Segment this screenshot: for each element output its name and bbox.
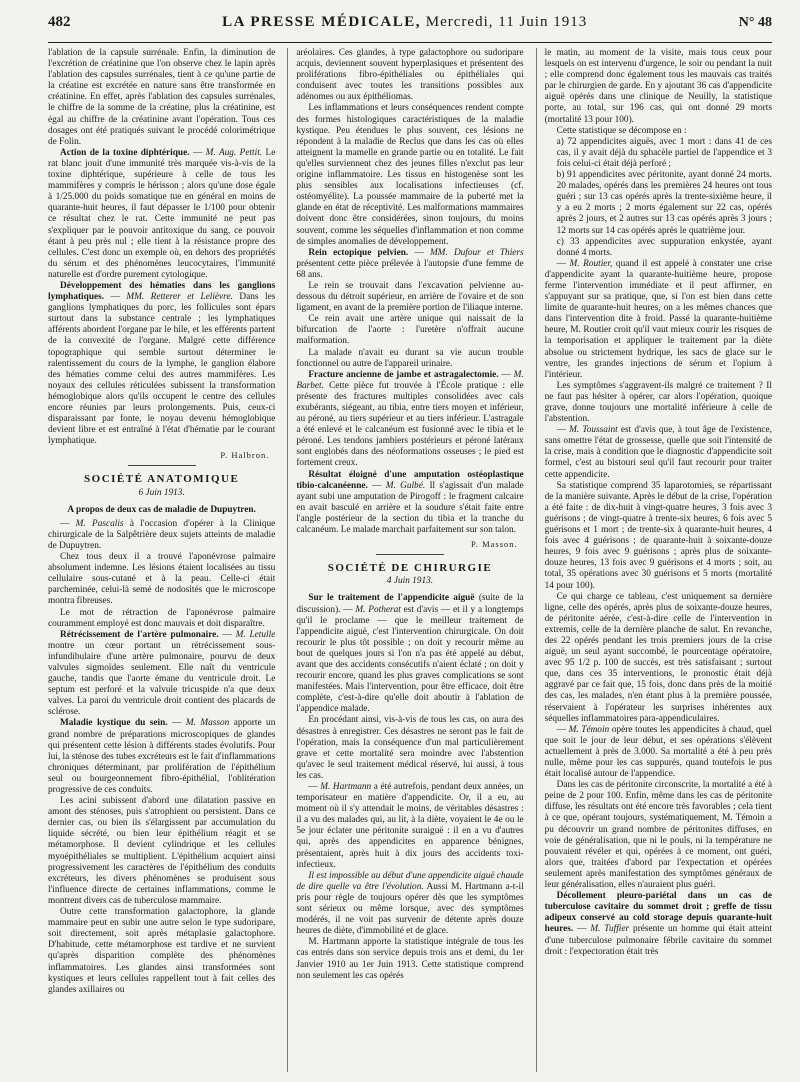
communication-text: a été autrefois, pendant deux années, un temporisateur en matière d'appendicite. Or, il a eu, au moment où il s'y attendait le moins, de véritables désastres : il a vu des malades qui, au lit, à la diète, voyaient le 4e ou le 5e jour éclater une péritonite suraiguë : il en a vu d'autres qui, après des appendicites en apparence bénignes, présentaient, après huit à dix jours des accidents toxi-infectieux. — [296, 782, 524, 870]
signature: P. Halbron. — [220, 450, 270, 461]
communication-text: est d'avis que, à tout âge de l'existence, sans omettre l'état de grossesse, quelle que soit l'intensité de la crise, mais à condition que le diagnostic d'appendicite soit formel, c'est au bistouri seul qu'il faut recourir pour traiter cette appendicite. — [544, 425, 772, 480]
section-date: 4 Juin 1913. — [386, 576, 434, 587]
communication: — M. Hartmann a été autrefois, pendant deux années, un temporisateur en matière d'appendicite. Or, il a eu, au moment où il s'y attendait le moins, de véritables désastres : il a vu des malades qui, au lit, à la diète, voyaient le 4e ou le 5e jour éclater une péritonite suraiguë : il en a vu d'autres qui, après des appendicites en apparence bénignes, présentaient, après huit à dix jours des accidents toxi-infectieux. — [296, 782, 524, 870]
communication-title: Résultat éloigné d'une amputation ostéoplastique tibio-calcanéenne. — [296, 469, 524, 491]
communication-text: Aussi M. Hartmann a-t-il pris pour règle de toujours opérer dès que les symptômes sont sérieux ou même lorsque, avec des symptômes modérés, il ne voit pas survenir de détente après douze heures de diète, d'immobilité et de glace. — [296, 881, 524, 937]
communication-title: Rétrécissement de l'artère pulmonaire. — [60, 629, 219, 640]
page-number: 482 — [48, 14, 71, 30]
paragraph: Outre cette transformation galactophore, la glande mammaire peut en subir une autre selon le type sudoripare, soit directement, soit après métaplasie galactophore. D'habitude, cette métamorphose est tardive et ne survient qu'après disparition complète des phénomènes inflammatoires. Les glandes ainsi transformées sont kystiques et leurs cellules rappellent tout à fait celles des glandes axillaires ou — [48, 907, 276, 995]
communication-text: montre un cœur portant un rétrécissement sous-infundibulaire d'une artère pulmonaire, pourvu de deux valvules sigmoïdes seulement. Elle naît du ventricule gauche, tandis que l'aorte émane du ventricule droit. Le septum est perforé et la valvule tricuspide n'a que deux valves. La paroi du ventricule droit contient des placards de sclérose. — [48, 640, 276, 718]
quote-text: Il est impossible au début d'une appendicite aiguë chaude de dire quelle va être l'évolution. — [296, 870, 524, 892]
journal-name: LA PRESSE MÉDICALE, — [222, 14, 422, 30]
section-heading: SOCIÉTÉ ANATOMIQUE — [84, 473, 240, 486]
column-2 — [287, 48, 523, 1072]
communication-author: M. Letulle — [235, 629, 276, 640]
communication: Résultat éloigné d'une amputation ostéoplastique tibio-calcanéenne. — M. Gulbé. Il s'agissait d'un malade ayant subi une amputation de Pirogoff : le fragment calcaire en avait basculé en arrière et la soudure s'était faite entre l'angle postérieur de la section du tibia et la tranche du calcanéum. Le malade marchait parfaitement sur son talon. — [296, 469, 524, 536]
communication-title: Décollement pleuro-pariétal dans un cas de tuberculose cavitaire du sommet droit ; greffe de tissu adipeux conservé au cold storage depuis quarante-huit heures. — [544, 891, 772, 935]
paragraph: Les symptômes s'aggravent-ils malgré ce traitement ? Il ne faut pas hésiter à opérer, car alors l'opération, quoique grave, donne toujours une mortalité inférieure à celle de l'abstention. — [544, 380, 772, 425]
paragraph: La malade n'avait eu durant sa vie aucun trouble fonctionnel ou autre de l'appareil urinaire. — [296, 347, 524, 369]
paragraph: aréolaires. Ces glandes, à type galactophore ou sudoripare acquis, deviennent souvent hyperplasiques et présentent des proliférations fibro-épithéliales ou épithéliales qui conduisent avec toutes les transitions possibles aux adénomes ou aux épithéliomas. — [296, 48, 524, 103]
communication: Décollement pleuro-pariétal dans un cas de tuberculose cavitaire du sommet droit ; greffe de tissu adipeux conservé au cold storage depuis quarante-huit heures. — M. Tuffier présente un homme qui était atteint d'une tuberculose pulmonaire fébrile cavitaire du sommet droit : l'expectoration était très — [544, 891, 772, 957]
communication: Rétrécissement de l'artère pulmonaire. — M. Letulle montre un cœur portant un rétrécissement sous-infundibulaire d'une artère pulmonaire, pourvu de deux valvules sigmoïdes seulement. Elle naît du ventricule gauche, tandis que l'aorte émane du ventricule droit. Le septum est perforé et la valvule tricuspide n'a que deux valves. La paroi du ventricule droit contient des placards de sclérose. — [48, 629, 276, 718]
communication-author: MM. Retterer et Lelièvre. — [126, 292, 233, 303]
paragraph: l'ablation de la capsule surrénale. Enfin, la diminution de l'excrétion de créatinine que l'on observe chez le lapin après l'ablation des capsules surrénales, tient à ce qu'une partie de la créatine est excrétée en nature sans être transformée en créatinine. En effet, après l'ablation des capsules surrénales, le chiffre de la somme de la créatine, plus la créatinine, est égal au chiffre de la créatinine avant l'opération. Tous ces dosages ont été pratiqués suivant le procédé colorimétrique de Folin. — [48, 48, 276, 147]
communication-author: M. Potherat — [355, 604, 401, 615]
column-3 — [536, 48, 772, 1072]
communication: — M. Toussaint est d'avis que, à tout âge de l'existence, sans omettre l'état de grossesse, quelle que soit l'intensité de la crise, mais à condition que le diagnostic d'appendicite soit formel, c'est au bistouri seul qu'il faut recourir pour traiter cette appendicite. — [544, 425, 772, 480]
paragraph: Le mot de rétraction de l'aponévrose palmaire couramment employé est donc mauvais et doit disparaître. — [48, 607, 276, 629]
paragraph: Les acini subissent d'abord une dilatation passive en amont des sténoses, puis s'atrophient ou persistent. Dans ce dernier cas, ou bien ils s'élargissent par accumulation du liquide sécrété, ou bien leur épithélium réagit et se métamorphose. Il devient cylindrique et les cellules myoépithéliales se multiplient. L'épithélium acquiert ainsi progressivement les caractères de l'épithélium des conduits excréteurs, les divers phénomènes se produisent sous l'influence directe de certaines inflammations, comme le montrent divers cas de tuberculose mammaire. — [48, 796, 276, 906]
communication-author: MM. Dufour et Thiers — [429, 247, 524, 258]
communication-title: Fracture ancienne de jambe et astragalectomie. — [308, 369, 499, 380]
paragraph: En procédant ainsi, vis-à-vis de tous les cas, on aura des désastres à enregistrer. Ces désastres ne seront pas le fait de l'opération, mais la conséquence d'un mal particulièrement grave et cette mortalité sera moindre avec l'abstention qu'avec le seul traitement médical réservé, lui aussi, à tous les cas. — [296, 715, 524, 781]
column-1 — [48, 48, 275, 1072]
page-header — [48, 14, 772, 43]
paragraph — [296, 871, 523, 938]
communication-author: M. Barbet. — [296, 369, 524, 391]
paragraph: M. Hartmann apporte la statistique intégrale de tous les cas entrés dans son service depuis trois ans et demi, du 1er Janvier 1910 au 1er Juin 1913. Cette statistique comprend non seulement les cas opérés — [296, 937, 524, 981]
communication-text: à l'occasion d'opérer à la Clinique chirurgicale de la Salpêtrière deux sujets atteints de maladie de Dupuytren. — [48, 518, 276, 551]
communication-title: Action de la toxine diphtérique. — [60, 147, 190, 158]
communication-text: est d'avis — et il y a longtemps qu'il le proclame — que le meilleur traitement de l'appendicite aiguë, c'est l'intervention chirurgicale. On doit recourir le plus tôt possible ; on doit y recourir même au bout de quelques jours si l'on n'a pas été appelé au début, avant que des accidents consécutifs n'aient éclaté ; on doit y recourir encore, quand les plus graves complications se sont manifestées. Mais l'intervention, pour être efficace, doit être complète, c'est-à-dire qu'elle doit aboutir à l'ablation de l'appendice malade. — [296, 604, 524, 715]
section-heading: SOCIÉTÉ DE CHIRURGIE — [327, 562, 493, 575]
communication-author: M. Hartmann — [320, 782, 372, 792]
communication-text: Cette pièce fut trouvée à l'École pratique : elle présente des fractures multiples consolidées avec cals exubérants, siégeant, au tibia, entre tiers moyen et inférieur, au péroné, au tiers supérieur et au tiers inférieur. L'astragale a été enlevé et le calcanéum est fusionné avec le tibia et le péroné. Les tendons jambiers postérieurs et péroné latéraux sont englobés dans des néoformations osseuses ; le pied est fortement creux. — [296, 380, 524, 469]
communication-text: présente un homme qui était atteint d'une tuberculose pulmonaire fébrile cavitaire du sommet droit : l'expectoration était très — [544, 924, 772, 957]
communication: — M. Routier, quand il est appelé à constater une crise d'appendicite ayant la quarante-huitième heure, propose ferme l'intervention immédiate et il peut affirmer, en s'appuyant sur sa pratique, que, si l'on est bien dans cette limite de quarante-huit heures, on a les mêmes chances que dans l'intervention dite à froid. Passé la quarante-huitième heure, M. Routier croit qu'il vaut mieux courir les risques de la temporisation et appliquer le traitement par la diète absolue ou strictement hydrique, les sacs de glace sur le ventre, les grandes injections de sérum et l'opium à l'intérieur. — [544, 258, 772, 380]
separator-rule — [128, 465, 196, 466]
section-date: 6 Juin 1913. — [138, 487, 185, 498]
communication-text: apporte un grand nombre de préparations microscopiques de glandes qui présentent cette lésion à différents stades évolutifs. Pour lui, la sténose des tubes excréteurs est le fait d'inflammations chroniques déterminant, par prolifération de l'épithélium seul ou bourgeonnement fibro-épithélial, l'oblitération progressive de ces conduits. — [48, 718, 276, 795]
communication-title: Maladie kystique du sein. — [60, 718, 168, 729]
communication-title: Rein ectopique pelvien. — [308, 247, 409, 258]
communication: Fracture ancienne de jambe et astragalectomie. — M. Barbet. Cette pièce fut trouvée à l'École pratique : elle présente des fractures multiples consolidées avec cals exubérants, siégeant, au tibia, entre tiers moyen et inférieur, au péroné, au tiers supérieur et au tiers inférieur. L'astragale a été enlevé et le calcanéum est fusionné avec le tibia et le péroné. Les tendons jambiers postérieurs et péroné latéraux sont englobés dans des néoformations osseuses ; le pied est fortement creux. — [296, 369, 524, 469]
communication-text: opère toutes les appendicites à chaud, quel que soit le jour de leur début, et ses opérations s'élèvent actuellement à près de 3.000. Sa mortalité a été à peu près nulle, même pour les cas suppurés, quand toutefois le pus était localisé autour de l'appendice. — [544, 724, 772, 780]
paragraph: Le rein se trouvait dans l'excavation pelvienne au-dessous du détroit supérieur, en arrière de l'ovaire et de son ligament, en avant de la première portion de l'iliaque interne. — [296, 280, 524, 314]
communication-author: M. Pascalis — [75, 518, 124, 529]
communication-text: Le rat blanc jouit d'une immunité très marquée vis-à-vis de la toxine diphtérique, supérieure à celle de tous les mammifères y compris le hérisson ; alors qu'une dose égale à 1/25.000 du poids somatique tue en général en moins de quarante-huit heures, il faut dépasser le 1/100 pour obtenir ce résultat chez le rat. Cette immunité ne peut pas s'expliquer par le pouvoir antitoxique du sang, ce pouvoir étant à peu près nul ; elle tient à la résistance propre des cellules. C'est donc un exemple où, en dehors des propriétés du sérum et des phénomènes leucocytaires, l'immunité naturelle est d'ordre purement cytologique. — [48, 147, 276, 280]
discussion-heading: A propos de deux cas de maladie de Dupuytren. — [67, 504, 256, 515]
communication: — M. Pascalis à l'occasion d'opérer à la Clinique chirurgicale de la Salpêtrière deux sujets atteints de maladie de Dupuytren. — [48, 518, 276, 551]
communication: — M. Témoin opère toutes les appendicites à chaud, quel que soit le jour de leur début, et ses opérations s'élèvent actuellement à près de 3.000. Sa mortalité a été à peu près nulle, même pour les cas suppurés, quand toutefois le pus était localisé autour de l'appendice. — [544, 724, 772, 780]
paragraph: Cette statistique se décompose en : — [556, 125, 687, 136]
list-item: c) 33 appendicites avec suppuration enkystée, ayant donné 4 morts. — [556, 236, 772, 258]
list-item: a) 72 appendicites aiguës, avec 1 mort : dans 41 de ces cas, il y avait déjà du sphacèle partiel de l'appendice et 3 fois celui-ci était déjà perforé ; — [556, 136, 772, 169]
communication-text: Il s'agissait d'un malade ayant subi une amputation de Pirogoff : le fragment calcaire en avait basculé en arrière et la soudure s'était faite entre l'angle postérieur de la section du tibia et la tranche du calcanéum. Le malade marchait parfaitement sur son talon. — [296, 480, 524, 536]
communication-author: M. Tuffier — [590, 924, 630, 935]
communication-author: M. Masson — [185, 718, 230, 729]
communication: Rein ectopique pelvien. — MM. Dufour et Thiers présentent cette pièce prélevée à l'autopsie d'une femme de 68 ans. — [296, 247, 524, 280]
issue-date: Mercredi, 11 Juin 1913 — [425, 14, 588, 30]
communication: Action de la toxine diphtérique. — M. Aug. Pettit. Le rat blanc jouit d'une immunité très marquée vis-à-vis de la toxine diphtérique, supérieure à celle de tous les mammifères y compris le hérisson ; alors qu'une dose égale à 1/25.000 du poids somatique tue en général en moins de quarante-huit heures, il faut dépasser le 1/100 pour obtenir ce résultat chez le rat. Cette immunité ne peut pas s'expliquer par le pouvoir antitoxique du sang, ce pouvoir étant à peu près nul ; elle tient à la résistance propre des cellules. C'est donc un exemple où, en dehors des propriétés du sérum et des phénomènes leucocytaires, l'immunité naturelle est d'ordre purement cytologique. — [48, 147, 276, 280]
communication-author: M. Routier, — [569, 258, 613, 269]
communication-title-note: (suite de la discussion). — [296, 593, 524, 615]
article-columns — [48, 48, 772, 1072]
paragraph: Dans les cas de péritonite circonscrite, la mortalité a été à peine de 2 pour 100. Enfin, même dans les cas de péritonite diffuse, les résultats ont été encore très favorables ; cela tient à ce que, opérant toujours, systématiquement, M. Témoin a pu découvrir un grand nombre de péritonites diffuses, en voie de généralisation, que ni le pouls, ni la température ne pouvaient révéler et qui, opérées à ce moment, ont guéri, alors que, traitées d'abord par l'expectation et opérées seulement après manifestation des symptômes généraux de leur généralisation, elles n'auraient plus guéri. — [544, 780, 772, 891]
signature: P. Masson. — [471, 539, 518, 550]
communication-title: Sur le traitement de l'appendicite aiguë — [308, 593, 475, 604]
list-item: b) 91 appendicites avec péritonite, ayant donné 24 morts. 20 malades, opérés dans les premières 24 heures ont tous guéri ; sur 13 cas opérés après la trente-sixième heure, il y a eu 2 morts ; 2 morts également sur 22 cas, opérés après 2 jours, et 2 autres sur 13 cas opérés après 3 jours ; 12 morts sur 14 cas opérés après le quatrième jour. — [556, 170, 772, 236]
communication-title: Développement des hématies dans les ganglions lymphatiques. — [48, 280, 276, 303]
communication-text: quand il est appelé à constater une crise d'appendicite ayant la quarante-huitième heure, propose ferme l'intervention immédiate et il peut affirmer, en s'appuyant sur sa pratique, que, si l'on est bien dans cette limite de quarante-huit heures, on a les mêmes chances que dans l'intervention dite à froid. Passé la quarante-huitième heure, M. Routier croit qu'il vaut mieux courir les risques de la temporisation et appliquer le traitement par la diète absolue ou strictement hydrique, les sacs de glace sur le ventre, les grandes injections de sérum et l'opium à l'intérieur. — [544, 258, 772, 380]
paragraph: Ce qui charge ce tableau, c'est uniquement sa dernière ligne, celle des opérés, après plus de soixante-douze heures, de péritonite aérée, c'est-à-dire celle de l'intervention in extremis, celle de la dernière planche de salut. En revanche, des 22 opérés pendant les trois premiers jours de la crise aiguë, un seul ayant succombé, le pourcentage opératoire, avec 95 1/2 p. 100 de succès, est très satisfaisant ; surtout que, dans ces 35 interventions, le pronostic était déjà aggravé par ce fait que, 15 fois, donc dans près de la moitié des cas, les malades, n'en étant plus à la première poussée, réservaient à l'opérateur les surprises inhérentes aux séquelles inflammatoires para-appendiculaires. — [544, 591, 772, 724]
communication-text: Dans les ganglions lymphatiques du porc, les follicules sont épars surtout dans la substance centrale ; les lymphatiques afférents abordent l'organe par le hile, et les efférents partent de la convexité de l'organe. Malgré cette différence topographique qui semble surtout déterminer le ralentissement du cours de la lymphe, le ganglion élabore des hématies comme celui des autres mammifères. Les noyaux des cellules réticulées subissent la transformation hémoglobique alors qu'ils occupent le centre des cellules encore réunies par leurs prolongements. Puis, ceux-ci disparaissant par fonte, le noyau devenu hémoglobique devient libre et est entraîné à l'état d'hématie par le courant lymphatique. — [48, 292, 276, 447]
communication: Maladie kystique du sein. — M. Masson apporte un grand nombre de préparations microscopiques de glandes qui présentent cette lésion à différents stades évolutifs. Pour lui, la sténose des tubes excréteurs est le fait d'inflammations chroniques déterminant, par prolifération de l'épithélium seul ou bourgeonnement fibro-épithélial, l'oblitération progressive de ces conduits. — [48, 718, 276, 795]
paragraph: Chez tous deux il a trouvé l'aponévrose palmaire absolument indemne. Les lésions étaient localisées au tissu cellulaire sous-cutané et à la peau. Celle-ci était parcheminée, celui-là semé de nodosités que le microscope montra fibreuses. — [48, 552, 276, 607]
communication-author: M. Aug. Pettit. — [205, 147, 263, 158]
journal-title — [222, 14, 587, 31]
paragraph: Sa statistique comprend 35 laparotomies, se répartissant de la manière suivante. Après le début de la crise, l'opération a été faite : de dix-huit à vingt-quatre heures, 3 fois avec 3 guérisons ; de vingt-quatre à trente-six heures, 6 fois avec 5 guérisons et 1 mort ; de trente-six à quarante-huit heures, 4 fois avec 4 guérisons ; de quarante-huit à soixante-douze heures, 9 fois avec 9 guérisons ; après plus de soixante-douze heures, 13 fois avec 9 guérisons et 4 morts ; soit, au total, 35 opérations avec 30 guérisons et 5 morts (mortalité 14 pour 100). — [544, 480, 772, 591]
communication-text: présentent cette pièce prélevée à l'autopsie d'une femme de 68 ans. — [296, 258, 524, 280]
communication-author: M. Gulbé. — [385, 480, 426, 491]
issue-number: N° 48 — [738, 15, 772, 30]
paragraph: Ce rein avait une artère unique qui naissait de la bifurcation de l'aorte : l'uretère n'offrait aucune malformation. — [296, 314, 524, 347]
paragraph: Les inflammations et leurs conséquences rendent compte des formes histologiques caractéristiques de la maladie kystique. Peu étendues le plus souvent, ces lésions ne répondent à la maladie de Reclus que dans les cas où elles atteignent la mamelle en grande partie ou en totalité. Le fait qu'elles surviennent chez des jeunes filles n'exclut pas leur origine inflammatoire. Les tissus en histogenèse sont les plus sensibles aux localisations infectieuses (cf. ostéomyélite). La poussée mammaire de la puberté met la glande en état de réceptivité. Les malformations mammaires doivent donc être considérées, sinon toujours, du moins souvent, comme les séquelles d'inflammation et non comme de simples anomalies de développement. — [296, 103, 524, 247]
separator-rule — [376, 554, 444, 555]
communication-author: M. Toussaint — [569, 425, 618, 436]
communication: Sur le traitement de l'appendicite aiguë (suite de la discussion). — M. Potherat est d'avis — et il y a longtemps qu'il le proclame — que le meilleur traitement de l'appendicite aiguë, c'est l'intervention chirurgicale. On doit recourir le plus tôt possible ; on doit y recourir même au bout de quelques jours si l'on n'a pas été appelé au début, avant que des accidents consécutifs n'aient éclaté ; on doit y recourir encore, quand les plus graves complications se sont manifestées. Mais l'intervention, pour être efficace, doit être complète, c'est-à-dire qu'elle doit aboutir à l'ablation de l'appendice malade. — [296, 593, 524, 715]
communication: Développement des hématies dans les ganglions lymphatiques. — MM. Retterer et Lelièvre. Dans les ganglions lymphatiques du porc, les follicules sont épars surtout dans la substance centrale ; les lymphatiques afférents abordent l'organe par le hile, et les efférents partent de la convexité de l'organe. Malgré cette différence topographique qui semble surtout déterminer le ralentissement du cours de la lymphe, le ganglion élabore des hématies comme celui des autres mammifères. Les noyaux des cellules réticulées subissent la transformation hémoglobique alors qu'ils occupent le centre des cellules encore réunies par leurs prolongements. Puis, ceux-ci disparaissant par fonte, le noyau devenu hémoglobique devient libre et est entraîné à l'état d'hématie par le courant lymphatique. — [48, 280, 276, 447]
communication-author: M. Témoin — [568, 724, 610, 735]
paragraph: le matin, au moment de la visite, mais tous ceux pour lesquels on est intervenu d'urgence, le soir ou pendant la nuit ; elle comprend donc également tous les mauvais cas traités par le chirurgien de garde. En y ajoutant 36 cas d'appendicite aiguë opérés dans une clinique de Neuilly, la statistique porte, au total, sur 196 cas, qui ont donné 29 morts (mortalité 13 pour 100). — [544, 48, 772, 125]
